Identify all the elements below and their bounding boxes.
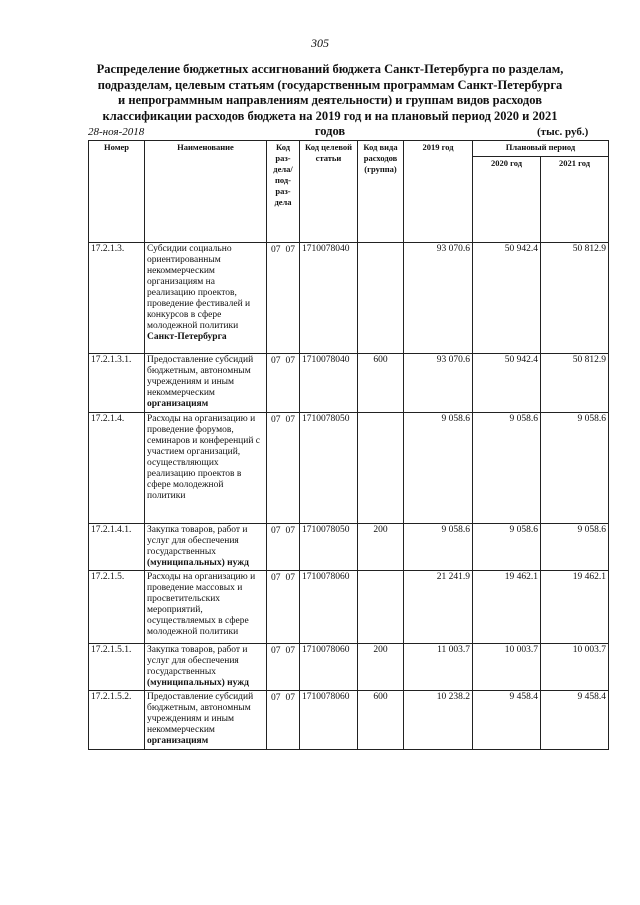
header-2019: 2019 год xyxy=(404,141,473,243)
table-row xyxy=(89,413,609,524)
row-section-code: 07 xyxy=(271,573,281,583)
row-2021: 50 812.9 xyxy=(541,354,609,413)
row-2020: 50 942.4 xyxy=(473,243,541,354)
row-2019: 21 241.9 xyxy=(404,571,473,644)
row-name-bold: организациям xyxy=(147,399,209,409)
row-section-code: 07 xyxy=(271,646,281,656)
row-2020: 9 458.4 xyxy=(473,691,541,750)
row-name-bold: (муниципальных) нужд xyxy=(147,558,249,568)
header-2020: 2020 год xyxy=(473,157,541,243)
row-subsection-code: 07 xyxy=(285,526,295,536)
row-name-text: Предоставление субсидий бюджетным, автономным учреждениям и иным некоммерческим xyxy=(147,692,254,735)
row-target: 1710078050 xyxy=(300,413,358,524)
row-name-bold: (муниципальных) нужд xyxy=(147,678,249,688)
row-target: 1710078040 xyxy=(300,243,358,354)
row-subsection-code: 07 xyxy=(285,415,295,425)
header-name: Наименование xyxy=(145,141,267,243)
row-name xyxy=(145,691,267,750)
row-section-code: 07 xyxy=(271,245,281,255)
title-line-4: классификации расходов бюджета на 2019 год и на плановый период 2020 и 2021 годов xyxy=(102,108,558,138)
row-name xyxy=(145,571,267,644)
row-2020: 10 003.7 xyxy=(473,644,541,691)
row-subsection-code: 07 xyxy=(285,693,295,703)
row-expense-type xyxy=(358,243,404,354)
row-2021: 10 003.7 xyxy=(541,644,609,691)
table-row xyxy=(89,644,609,691)
row-target: 1710078060 xyxy=(300,571,358,644)
table-row xyxy=(89,571,609,644)
row-subsection-code: 07 xyxy=(285,646,295,656)
row-2020: 9 058.6 xyxy=(473,413,541,524)
row-number: 17.2.1.4.1. xyxy=(89,524,145,571)
row-name-text: Расходы на организацию и проведение массовых и просветительских мероприятий, осуществляемых в сфере молодежной политики xyxy=(147,572,256,637)
row-2021: 50 812.9 xyxy=(541,243,609,354)
header-section: Код раз-дела/ под-раз-дела xyxy=(267,141,300,243)
row-2020: 9 058.6 xyxy=(473,524,541,571)
row-target: 1710078060 xyxy=(300,691,358,750)
row-target: 1710078060 xyxy=(300,644,358,691)
row-section-code: 07 xyxy=(271,415,281,425)
row-name-bold: Санкт-Петербурга xyxy=(147,332,227,342)
row-section-code: 07 xyxy=(271,693,281,703)
table-row xyxy=(89,691,609,750)
row-expense-type: 600 xyxy=(358,691,404,750)
title-line-2: подразделам, целевым статьям (государственным программам Санкт-Петербурга xyxy=(97,77,563,92)
row-number: 17.2.1.3.1. xyxy=(89,354,145,413)
table-row xyxy=(89,524,609,571)
row-name xyxy=(145,413,267,524)
page-number: 305 xyxy=(311,36,329,50)
row-name xyxy=(145,644,267,691)
row-name-bold: организациям xyxy=(147,736,209,746)
row-expense-type: 600 xyxy=(358,354,404,413)
row-section-code: 07 xyxy=(271,526,281,536)
row-expense-type xyxy=(358,571,404,644)
row-name xyxy=(145,243,267,354)
row-name-text: Расходы на организацию и проведение форумов, семинаров и конференций с участием организаций, осуществляющих реализацию проектов в сфере молодежной политики xyxy=(147,414,260,501)
row-name-text: Закупка товаров, работ и услуг для обеспечения государственных xyxy=(147,645,248,677)
document-date: 28-ноя-2018 xyxy=(88,126,145,138)
row-section xyxy=(267,243,300,354)
row-subsection-code: 07 xyxy=(285,356,295,366)
row-2021: 9 458.4 xyxy=(541,691,609,750)
row-2021: 19 462.1 xyxy=(541,571,609,644)
table-row xyxy=(89,243,609,354)
row-subsection-code: 07 xyxy=(285,573,295,583)
header-number: Номер xyxy=(89,141,145,243)
row-name xyxy=(145,524,267,571)
row-section-code: 07 xyxy=(271,356,281,366)
row-2019: 9 058.6 xyxy=(404,413,473,524)
header-expense-type: Код вида расходов (группа) xyxy=(358,141,404,243)
row-2019: 93 070.6 xyxy=(404,354,473,413)
header-target: Код целевой статьи xyxy=(300,141,358,243)
row-expense-type xyxy=(358,413,404,524)
title-line-3: и непрограммным направлениям деятельности) и группам видов расходов xyxy=(118,93,542,107)
row-2019: 93 070.6 xyxy=(404,243,473,354)
row-section xyxy=(267,691,300,750)
row-name xyxy=(145,354,267,413)
row-2020: 19 462.1 xyxy=(473,571,541,644)
budget-table xyxy=(88,140,609,750)
row-section xyxy=(267,644,300,691)
row-expense-type: 200 xyxy=(358,644,404,691)
row-name-text: Закупка товаров, работ и услуг для обеспечения государственных xyxy=(147,525,248,557)
row-section xyxy=(267,571,300,644)
row-2021: 9 058.6 xyxy=(541,524,609,571)
row-number: 17.2.1.3. xyxy=(89,243,145,354)
header-plan-period: Плановый период xyxy=(473,141,609,157)
header-2021: 2021 год xyxy=(541,157,609,243)
row-2021: 9 058.6 xyxy=(541,413,609,524)
row-2019: 11 003.7 xyxy=(404,644,473,691)
row-expense-type: 200 xyxy=(358,524,404,571)
title-line-1: Распределение бюджетных ассигнований бюджета Санкт-Петербурга по разделам, xyxy=(96,62,564,76)
row-section xyxy=(267,413,300,524)
row-subsection-code: 07 xyxy=(285,245,295,255)
page-title xyxy=(95,62,565,140)
units-label: (тыс. руб.) xyxy=(537,126,589,138)
row-target: 1710078050 xyxy=(300,524,358,571)
row-2019: 10 238.2 xyxy=(404,691,473,750)
row-target: 1710078040 xyxy=(300,354,358,413)
row-number: 17.2.1.5. xyxy=(89,571,145,644)
row-number: 17.2.1.5.2. xyxy=(89,691,145,750)
row-name-text: Субсидии социально ориентированным некоммерческим организациям на реализацию проектов, проведение фестивалей и конкурсов в сфере молодежной политики xyxy=(147,244,251,331)
row-2020: 50 942.4 xyxy=(473,354,541,413)
row-section xyxy=(267,354,300,413)
table-row xyxy=(89,354,609,413)
row-number: 17.2.1.5.1. xyxy=(89,644,145,691)
row-name-text: Предоставление субсидий бюджетным, автономным учреждениям и иным некоммерческим xyxy=(147,355,254,398)
row-section xyxy=(267,524,300,571)
row-2019: 9 058.6 xyxy=(404,524,473,571)
row-number: 17.2.1.4. xyxy=(89,413,145,524)
